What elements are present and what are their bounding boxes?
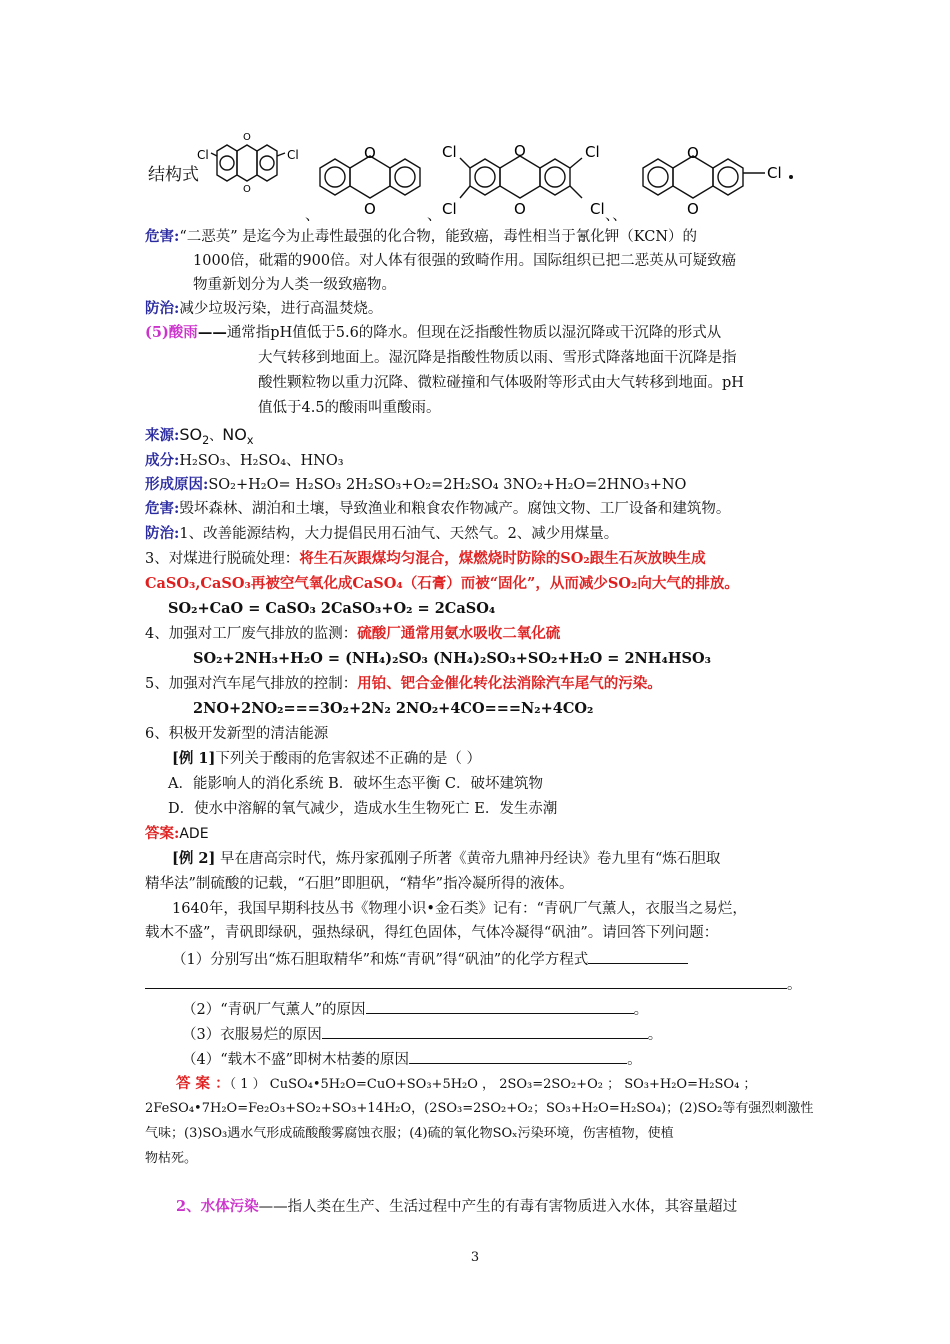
measure-3-equation: SO₂+CaO = CaSO₃ 2CaSO₃+O₂ = 2CaSO₄ bbox=[168, 600, 496, 617]
atom-label: Cl bbox=[442, 143, 457, 161]
acid-rain-dash: —— bbox=[197, 324, 227, 341]
example-2-question-4 bbox=[182, 1047, 642, 1071]
example-1-answer-line bbox=[145, 823, 209, 845]
acid-rain-definition-line: 值低于4.5的酸雨叫重酸雨。 bbox=[258, 400, 441, 416]
dioxin-prevent-text: 减少垃圾污染，进行高温焚烧。 bbox=[179, 301, 383, 317]
measure-3-detail: 将生石灰跟煤均匀混合，煤燃烧时防除的SO₂跟生石灰放映生成 bbox=[299, 550, 706, 567]
measure-4-detail: 硫酸厂通常用氨水吸收二氧化硫 bbox=[357, 625, 561, 642]
example-1-options: A．能影响人的消化系统 B．破坏生态平衡 C．破坏建筑物 bbox=[168, 776, 543, 792]
example-1-tag: [例 1] bbox=[172, 750, 216, 767]
dioxin-harm-line bbox=[145, 226, 697, 248]
answer-blank[interactable] bbox=[588, 947, 688, 964]
atom-label: O bbox=[514, 200, 526, 218]
cause-text: SO₂+H₂O= H₂SO₃ 2H₂SO₃+O₂=2H₂SO₄ 3NO₂+H₂O=2HNO₃+NO bbox=[208, 477, 687, 493]
measure-4-equation: SO₂+2NH₃+H₂O = (NH₄)₂SO₃ (NH₄)₂SO₃+SO₂+H₂O = 2NH₄HSO₃ bbox=[193, 650, 712, 667]
atom-label: O bbox=[514, 142, 526, 160]
example-2-answer-label: 答 案 ： bbox=[176, 1075, 230, 1092]
question-end: 。 bbox=[627, 1052, 642, 1068]
example-2-question-1-cont bbox=[145, 972, 802, 996]
molecule-1 bbox=[211, 145, 285, 181]
water-pollution-text: ——指人类在生产、生活过程中产生的有毒有害物质进入水体，其容量超过 bbox=[258, 1199, 738, 1215]
atom-label: Cl bbox=[767, 164, 782, 182]
water-pollution-line bbox=[176, 1196, 737, 1218]
so2-sub: 2 bbox=[202, 434, 210, 448]
example-1-question-line bbox=[172, 748, 481, 770]
answer-blank[interactable] bbox=[366, 997, 634, 1014]
example-2-answer-line bbox=[176, 1073, 756, 1096]
page-number: 3 bbox=[470, 1250, 480, 1265]
question-2-text: （2）“青矾厂气薰人”的原因 bbox=[182, 1002, 366, 1018]
atom-label: O bbox=[243, 132, 251, 143]
nox-sub: x bbox=[246, 434, 254, 448]
answer-blank[interactable] bbox=[145, 972, 787, 989]
dioxin-harm-label: 危害: bbox=[145, 228, 180, 245]
acid-rain-harm-line bbox=[145, 498, 730, 520]
composition-label: 成分: bbox=[145, 452, 180, 469]
measure-3-detail-line: CaSO₃,CaSO₃再被空气氧化成CaSO₄（石膏）而被“固化”，从而减少SO₂向大气的排放。 bbox=[145, 575, 739, 592]
acid-rain-definition: 通常指pH值低于5.6的降水。但现在泛指酸性物质以湿沉降或干沉降的形式从 bbox=[226, 325, 722, 341]
measure-5-detail: 用铂、钯合金催化转化法消除汽车尾气的污染。 bbox=[357, 675, 662, 692]
dioxin-harm-line: 物重新划分为人类一级致癌物。 bbox=[193, 277, 396, 293]
dioxin-prevent-label: 防治: bbox=[145, 300, 180, 317]
measure-3-line bbox=[145, 548, 706, 570]
source-so2 bbox=[179, 425, 210, 448]
composition-text: H₂SO₃、H₂SO₄、HNO₃ bbox=[179, 453, 344, 469]
acid-rain-composition-line bbox=[145, 450, 344, 472]
atom-label: O bbox=[364, 144, 376, 162]
atom-label: O bbox=[243, 184, 251, 195]
atom-label: Cl bbox=[442, 200, 457, 218]
example-2-question-1 bbox=[172, 947, 688, 971]
answer-blank[interactable] bbox=[409, 1047, 627, 1064]
period-dot bbox=[789, 175, 793, 179]
example-1-answer-label: 答案: bbox=[145, 825, 180, 842]
example-2-answer-line: 物枯死。 bbox=[145, 1151, 198, 1166]
example-2-question-2 bbox=[182, 997, 648, 1021]
source-label: 来源: bbox=[145, 427, 180, 444]
cause-label: 形成原因: bbox=[145, 476, 209, 493]
question-1-text: （1）分别写出“炼石胆取精华”和炼“青矾”得“矾油”的化学方程式 bbox=[172, 952, 589, 968]
example-2-answer-text: （ 1 ） CuSO₄•5H₂O=CuO+SO₃+5H₂O ， 2SO₃=2SO₂+O₂ ； SO₃+H₂O=H₂SO₄ ； bbox=[229, 1077, 757, 1092]
molecule-2 bbox=[320, 156, 420, 198]
acid-rain-prevent-line bbox=[145, 523, 618, 545]
acid-rain-heading-line bbox=[145, 322, 721, 344]
atom-label: Cl bbox=[287, 148, 299, 162]
atom-label: Cl bbox=[585, 143, 600, 161]
acid-harm-text: 毁坏森林、湖泊和土壤，导致渔业和粮食农作物减产。腐蚀文物、工厂设备和建筑物。 bbox=[179, 501, 731, 517]
question-4-text: （4）“载木不盛”即树木枯萎的原因 bbox=[182, 1052, 410, 1068]
measure-5-title: 5、加强对汽车尾气排放的控制： bbox=[145, 676, 358, 692]
source-nox bbox=[222, 425, 254, 448]
example-2-answer-line: 气味；(3)SO₃遇水气形成硫酸酸雾腐蚀衣服；(4)硫的氧化物SOₓ污染环境，伤害植物，使植 bbox=[145, 1126, 674, 1141]
atom-label: O bbox=[687, 144, 699, 162]
question-end: 。 bbox=[787, 977, 802, 993]
example-2-line: 精华法”制硫酸的记载，“石胆”即胆矾，“精华”指冷凝所得的液体。 bbox=[145, 876, 574, 892]
example-2-tag: [例 2] bbox=[172, 850, 216, 867]
atom-label: Cl bbox=[197, 148, 209, 162]
acid-prevent-label: 防治: bbox=[145, 525, 180, 542]
dioxin-harm-text: “二恶英” 是迄今为止毒性最强的化合物，能致癌，毒性相当于氰化钾（KCN）的 bbox=[179, 229, 698, 245]
nox-text: NO bbox=[222, 425, 247, 444]
dioxin-structure-drawings bbox=[145, 128, 825, 223]
example-1-options: D．使水中溶解的氧气减少，造成水生生物死亡 E．发生赤潮 bbox=[168, 801, 558, 817]
measure-5-equation: 2NO+2NO₂===3O₂+2N₂ 2NO₂+4CO===N₂+4CO₂ bbox=[193, 700, 594, 717]
question-end: 。 bbox=[633, 1002, 649, 1018]
atom-label: Cl bbox=[590, 200, 605, 218]
example-1-question: 下列关于酸雨的危害叙述不正确的是（ ） bbox=[215, 751, 481, 767]
acid-rain-definition-line: 酸性颗粒物以重力沉降、微粒碰撞和气体吸附等形式由大气转移到地面。pH bbox=[258, 375, 744, 391]
acid-harm-label: 危害: bbox=[145, 500, 180, 517]
so2-text: SO bbox=[179, 425, 203, 444]
acid-rain-heading: (5)酸雨 bbox=[145, 324, 198, 341]
question-3-text: （3）衣服易烂的原因 bbox=[182, 1027, 322, 1043]
example-2-line bbox=[172, 848, 720, 870]
structure-label: 结构式 bbox=[148, 165, 199, 185]
example-1-answer: ADE bbox=[179, 826, 209, 842]
measure-5-line bbox=[145, 673, 662, 695]
atom-label: O bbox=[364, 200, 376, 218]
acid-prevent-text: 1、改善能源结构，大力提倡民用石油气、天然气。2、减少用煤量。 bbox=[179, 526, 619, 542]
separator: 、 bbox=[427, 208, 442, 224]
example-2-question-3 bbox=[182, 1022, 662, 1046]
example-2-line: 1640年，我国早期科技丛书《物理小识•金石类》记有：“青矾厂气薰人，衣服当之易烂， bbox=[172, 901, 747, 917]
acid-rain-source-line bbox=[145, 424, 253, 452]
molecule-4 bbox=[643, 156, 765, 198]
dioxin-harm-line: 1000倍，砒霜的900倍。对人体有很强的致畸作用。国际组织已把二恶英从可疑致癌 bbox=[193, 253, 737, 269]
example-2-line: 载木不盛”，青矾即绿矾，强热绿矾，得红色固体，气体冷凝得“矾油”。请回答下列问题： bbox=[145, 925, 719, 941]
separator: 、、 bbox=[605, 208, 627, 224]
measure-4-line bbox=[145, 623, 560, 645]
molecule-3 bbox=[460, 156, 582, 198]
acid-rain-definition-line: 大气转移到地面上。湿沉降是指酸性物质以雨、雪形式降落地面干沉降是指 bbox=[258, 350, 737, 366]
measure-6-line: 6、积极开发新型的清洁能源 bbox=[145, 726, 329, 742]
atom-label: O bbox=[687, 200, 699, 218]
example-2-answer-line: 2FeSO₄•7H₂O=Fe₂O₃+SO₂+SO₃+14H₂O，(2SO₃=2SO₂+O₂；SO₃+H₂O=H₂SO₄)；(2)SO₂等有强烈刺激性 bbox=[145, 1101, 814, 1116]
source-separator: 、 bbox=[209, 429, 223, 444]
water-pollution-heading: 2、水体污染 bbox=[176, 1198, 259, 1215]
dioxin-prevent-line bbox=[145, 298, 382, 320]
acid-rain-cause-line bbox=[145, 474, 686, 496]
structure-formulas bbox=[145, 128, 825, 223]
question-end: 。 bbox=[647, 1027, 663, 1043]
answer-blank[interactable] bbox=[322, 1022, 648, 1039]
example-2-text: 早在唐高宗时代，炼丹家孤刚子所著《黄帝九鼎神丹经诀》卷九里有“炼石胆取 bbox=[215, 851, 721, 867]
separator: 、 bbox=[305, 208, 320, 224]
measure-3-title: 3、对煤进行脱硫处理： bbox=[145, 551, 300, 567]
measure-4-title: 4、加强对工厂废气排放的监测： bbox=[145, 626, 358, 642]
